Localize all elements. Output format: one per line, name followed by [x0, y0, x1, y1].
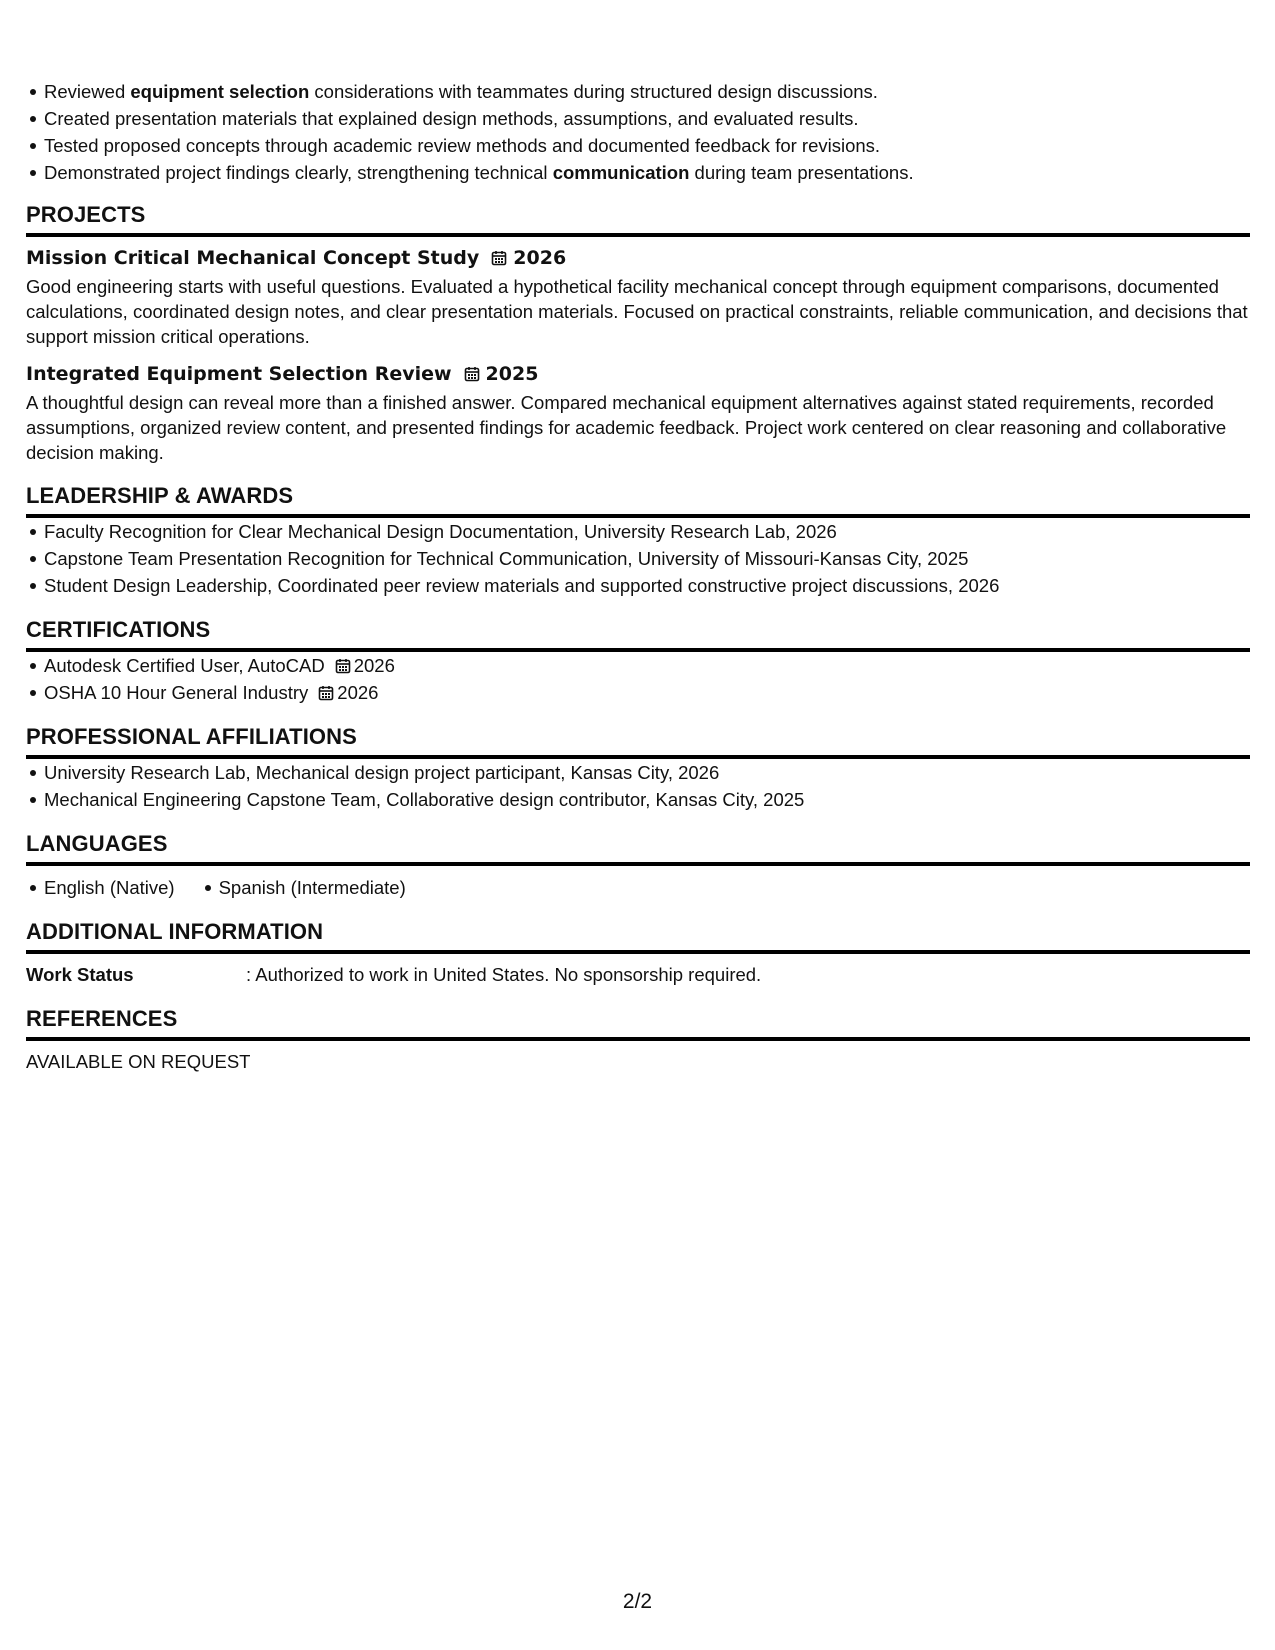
- experience-bullet: Demonstrated project findings clearly, strengthening technical communication during team presentations.: [44, 159, 1250, 186]
- certification-name: Autodesk Certified User, AutoCAD: [44, 655, 325, 676]
- calendar-icon: [491, 250, 507, 266]
- calendar-icon: [335, 658, 351, 674]
- experience-bullet: Tested proposed concepts through academic review methods and documented feedback for revisions.: [44, 132, 1250, 159]
- project-item: [26, 245, 1250, 349]
- project-description: A thoughtful design can reveal more than a finished answer. Compared mechanical equipment alternatives against stated requirements, recorded assumptions, organized review content, and presented findings for academic feedback. Project work centered on clear reasoning and collaborative decision making.: [26, 392, 1227, 463]
- work-status-label: Work Status: [26, 964, 134, 985]
- section-title-affiliations: PROFESSIONAL AFFILIATIONS: [26, 724, 1250, 759]
- section-title-references: REFERENCES: [26, 1006, 1250, 1041]
- page-number: 2/2: [622, 1590, 653, 1613]
- experience-bullet: Reviewed equipment selection considerations with teammates during structured design discussions.: [44, 78, 1250, 105]
- section-title-leadership: LEADERSHIP & AWARDS: [26, 483, 1250, 518]
- project-item: [26, 361, 1250, 465]
- project-description: Good engineering starts with useful questions. Evaluated a hypothetical facility mechanical concept through equipment comparisons, documented calculations, coordinated design notes, and clear presentation materials. Focused on practical constraints, reliable communication, and decisions that support mission critical operations.: [26, 276, 1248, 347]
- resume-page: [26, 78, 1250, 1075]
- languages-list: [26, 874, 450, 901]
- languages-row: [26, 874, 1250, 901]
- certification-item: [44, 679, 1250, 706]
- certification-year: 2026: [353, 655, 395, 676]
- project-year: 2026: [513, 247, 567, 269]
- experience-bullets: [26, 78, 1250, 186]
- project-name: Integrated Equipment Selection Review: [26, 363, 452, 385]
- certification-item: [44, 652, 1250, 679]
- certification-year: 2026: [337, 682, 379, 703]
- experience-bullet: Created presentation materials that explained design methods, assumptions, and evaluated results.: [44, 105, 1250, 132]
- project-year: 2025: [485, 363, 539, 385]
- leadership-item: Faculty Recognition for Clear Mechanical Design Documentation, University Research Lab, 2026: [44, 518, 1250, 545]
- work-status-value: : Authorized to work in United States. No sponsorship required.: [246, 964, 762, 985]
- affiliations-list: [26, 759, 1250, 813]
- project-name: Mission Critical Mechanical Concept Study: [26, 247, 480, 269]
- certifications-list: [26, 652, 1250, 706]
- references-text: AVAILABLE ON REQUEST: [26, 1051, 251, 1072]
- affiliation-item: Mechanical Engineering Capstone Team, Collaborative design contributor, Kansas City, 2025: [44, 786, 1250, 813]
- leadership-list: [26, 518, 1250, 599]
- language-item: English (Native): [44, 874, 175, 901]
- section-title-additional: ADDITIONAL INFORMATION: [26, 919, 1250, 954]
- calendar-icon: [318, 685, 334, 701]
- language-item: Spanish (Intermediate): [219, 874, 406, 901]
- section-title-certifications: CERTIFICATIONS: [26, 617, 1250, 652]
- work-status-row: [26, 962, 1250, 988]
- leadership-item: Capstone Team Presentation Recognition for Technical Communication, University of Missouri-Kansas City, 2025: [44, 545, 1250, 572]
- certification-name: OSHA 10 Hour General Industry: [44, 682, 309, 703]
- section-title-languages: LANGUAGES: [26, 831, 1250, 866]
- project-heading: [26, 245, 1250, 271]
- leadership-item: Student Design Leadership, Coordinated peer review materials and supported constructive project discussions, 2026: [44, 572, 1250, 599]
- section-title-projects: PROJECTS: [26, 202, 1250, 237]
- project-heading: [26, 361, 1250, 387]
- affiliation-item: University Research Lab, Mechanical design project participant, Kansas City, 2026: [44, 759, 1250, 786]
- calendar-icon: [464, 366, 480, 382]
